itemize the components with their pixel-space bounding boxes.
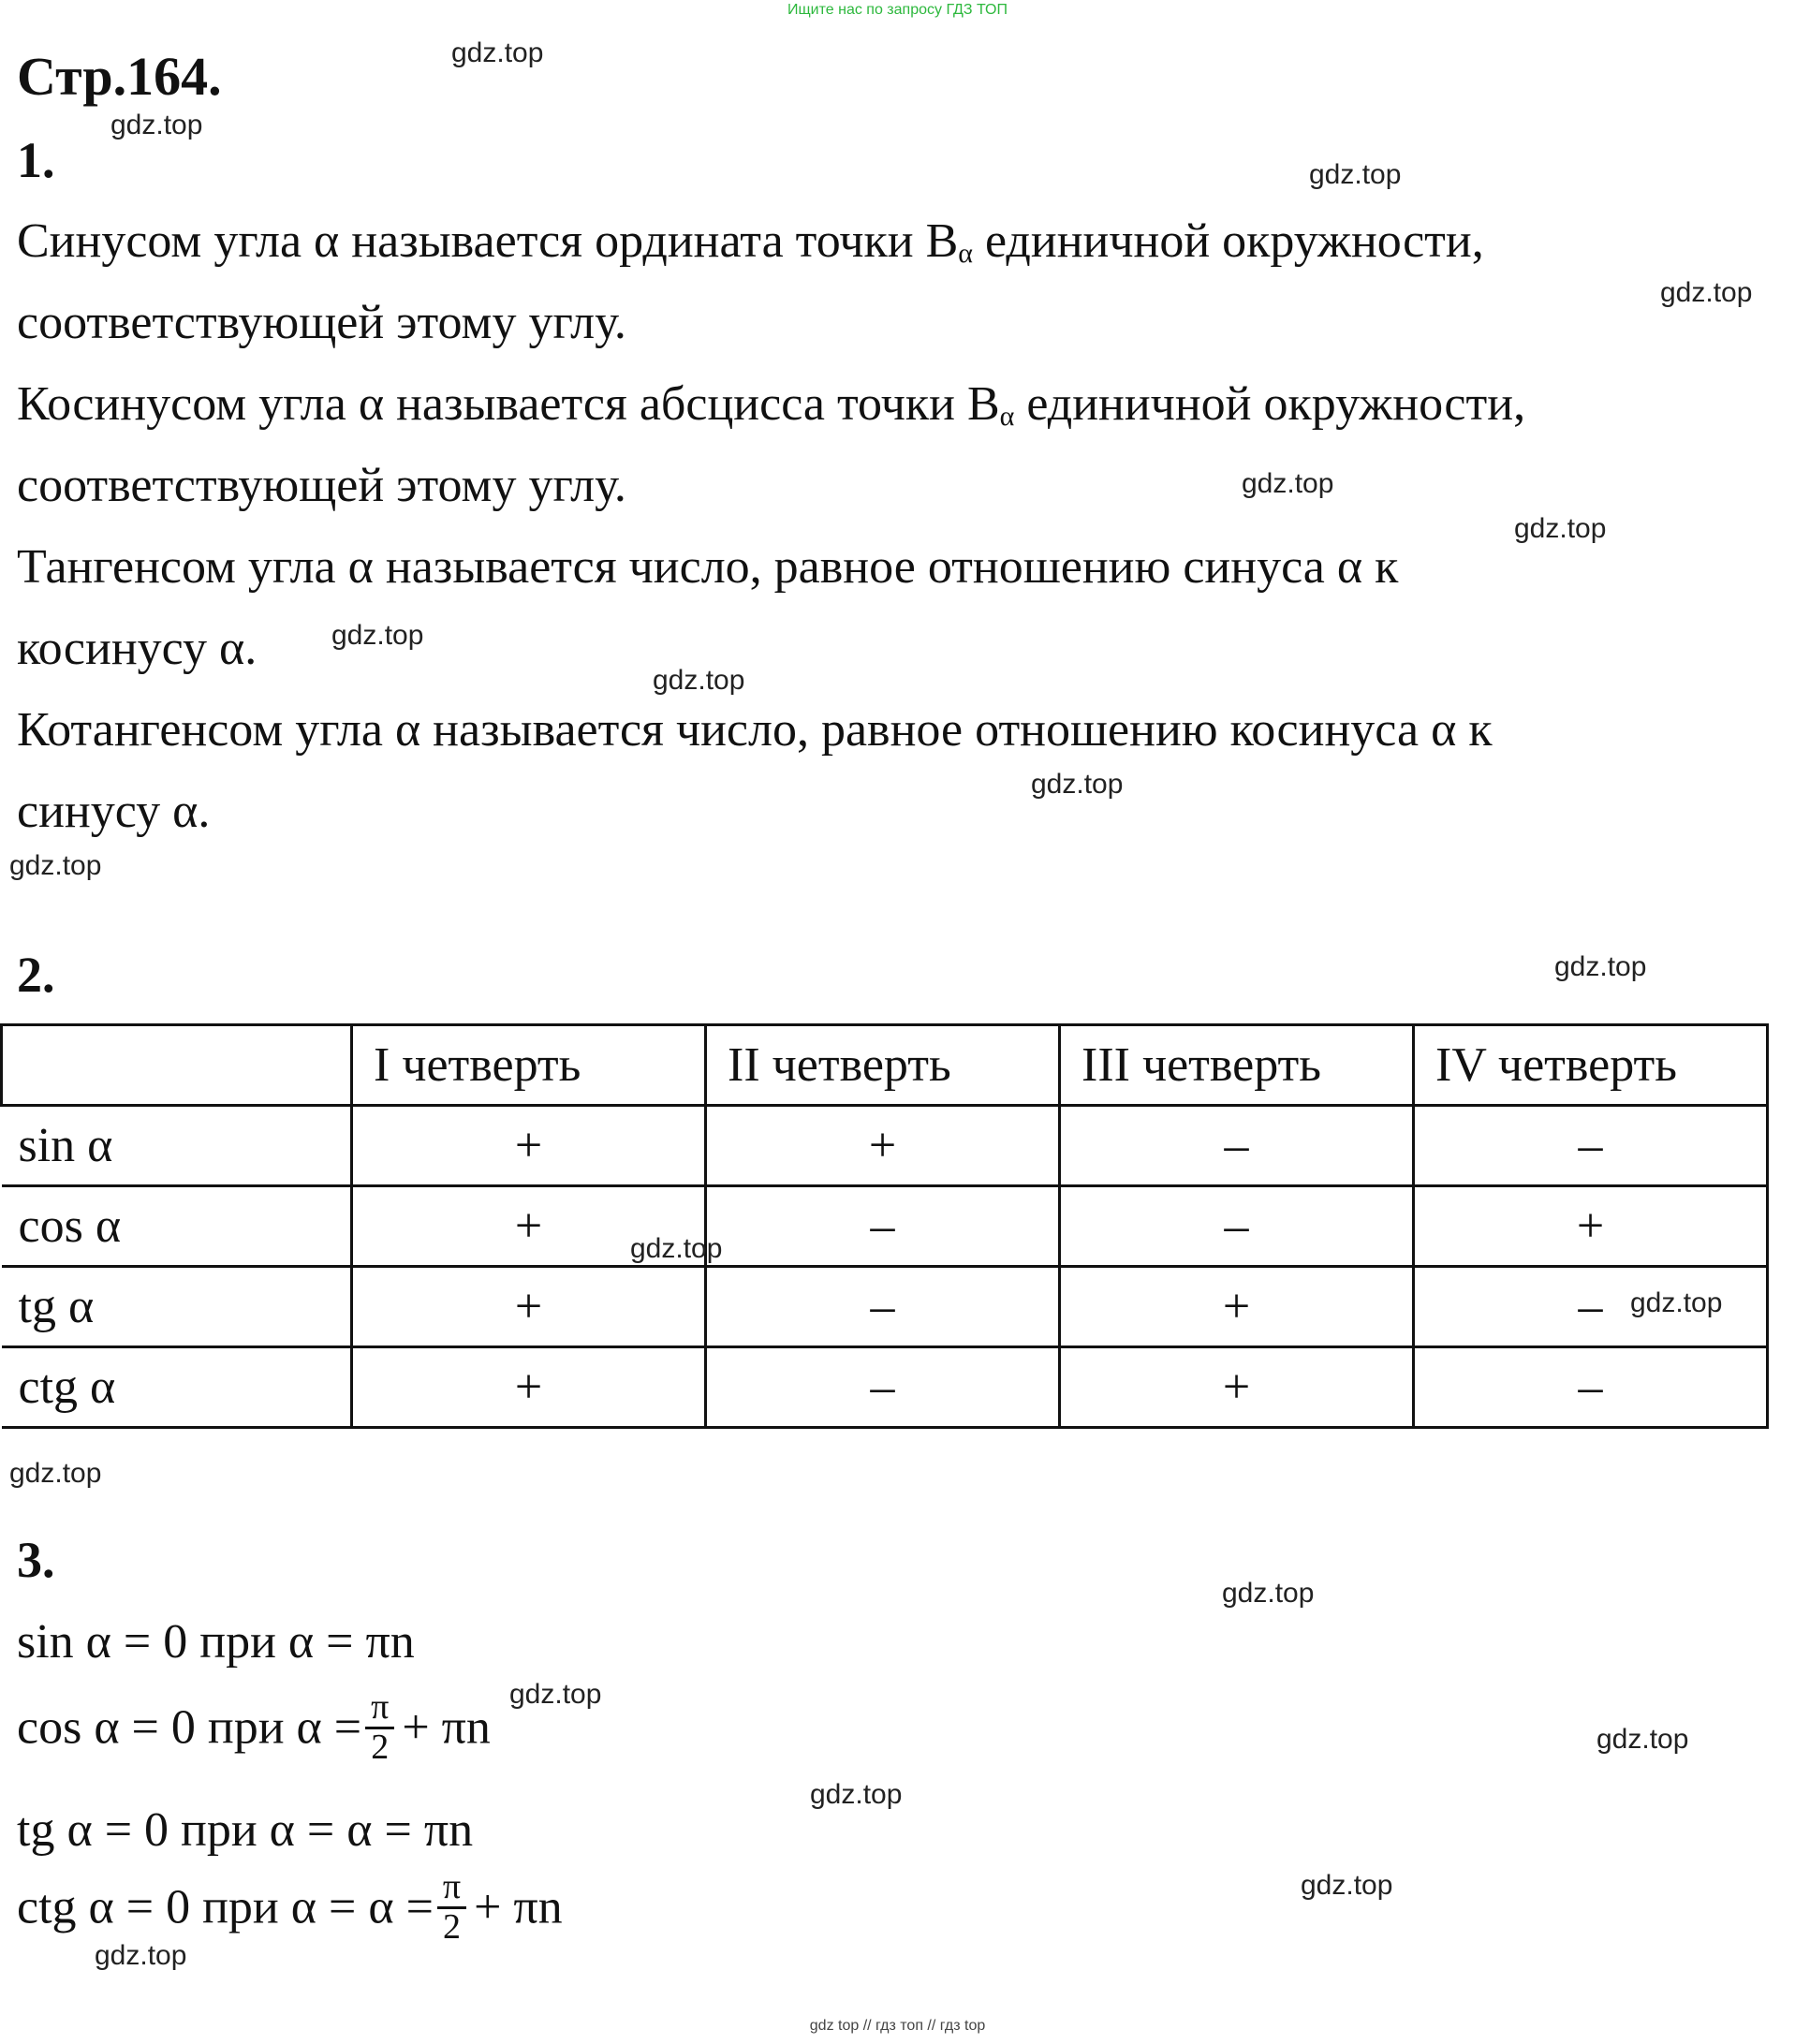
watermark: gdz.top xyxy=(630,1233,723,1264)
fraction-pi-over-2: $\frac{\pi}{2}$ xyxy=(365,1689,394,1767)
sign-cell: – xyxy=(1060,1106,1414,1186)
watermark: gdz.top xyxy=(1554,951,1647,982)
watermark: gdz.top xyxy=(1514,513,1607,544)
table-row xyxy=(2,1267,1768,1347)
watermark: gdz.top xyxy=(1301,1870,1393,1901)
watermark: gdz.top xyxy=(95,1940,187,1971)
page-title: Стр.164. xyxy=(17,46,222,107)
sign-cell: – xyxy=(1060,1186,1414,1267)
watermark: gdz.top xyxy=(1242,468,1334,499)
watermark: gdz.top xyxy=(810,1779,903,1810)
row-label-ctg: ctg α xyxy=(2,1347,352,1428)
sign-cell: + xyxy=(352,1347,706,1428)
table-row xyxy=(2,1186,1768,1267)
quadrant-signs-table xyxy=(0,1023,1769,1429)
watermark: gdz.top xyxy=(110,110,203,140)
sine-definition-line-2: соответствующей этому углу. xyxy=(17,296,626,349)
sign-cell: + xyxy=(1414,1186,1768,1267)
tangent-definition-line-2: косинусу α. xyxy=(17,622,257,675)
sign-cell: – xyxy=(706,1347,1060,1428)
table-header-cell: I четверть xyxy=(352,1025,706,1106)
equation-cos: cos α = 0 при α = $\frac{\pi}{2}$ + πn xyxy=(17,1687,491,1767)
watermark: gdz.top xyxy=(509,1679,602,1710)
cosine-definition-line-2: соответствующей этому углу. xyxy=(17,459,626,512)
watermark: gdz.top xyxy=(451,37,544,68)
sign-cell: + xyxy=(706,1106,1060,1186)
watermark: gdz.top xyxy=(1596,1724,1689,1755)
row-label-tg: tg α xyxy=(2,1267,352,1347)
sine-definition-line-1: Синусом угла α называется ордината точки $B_\alpha$ единичной окружности, xyxy=(17,214,1484,269)
table-header-cell xyxy=(2,1025,352,1106)
watermark: gdz.top xyxy=(1630,1287,1723,1318)
table-row xyxy=(2,1347,1768,1428)
sign-cell: – xyxy=(1414,1106,1768,1186)
watermark: gdz.top xyxy=(1031,769,1124,800)
watermark: gdz.top xyxy=(331,620,424,651)
row-label-cos: cos α xyxy=(2,1186,352,1267)
watermark: gdz.top xyxy=(1222,1578,1315,1609)
sign-cell: + xyxy=(352,1106,706,1186)
footer-text: gdz top // гдз топ // гдз top xyxy=(809,2018,986,2034)
sign-cell: – xyxy=(1414,1347,1768,1428)
section-1-number: 1. xyxy=(17,132,55,188)
equation-ctg: ctg α = 0 при α = α = $\frac{\pi}{2}$ + πn xyxy=(17,1867,563,1947)
sign-cell: – xyxy=(1414,1267,1768,1347)
table-header-cell: IV четверть xyxy=(1414,1025,1768,1106)
table-header-row xyxy=(2,1025,1768,1106)
section-3-number: 3. xyxy=(17,1532,55,1588)
table-header-cell: III четверть xyxy=(1060,1025,1414,1106)
sign-cell: + xyxy=(352,1186,706,1267)
sign-cell: + xyxy=(352,1267,706,1347)
sign-cell: + xyxy=(1060,1347,1414,1428)
equation-sin: sin α = 0 при α = πn xyxy=(17,1615,415,1669)
watermark: gdz.top xyxy=(1660,277,1753,308)
equation-tg: tg α = 0 при α = α = πn xyxy=(17,1803,474,1857)
cotangent-definition-line-1: Котангенсом угла α называется число, равное отношению косинуса α к xyxy=(17,703,1493,757)
watermark: gdz.top xyxy=(9,1458,102,1489)
sign-cell: – xyxy=(706,1186,1060,1267)
row-label-sin: sin α xyxy=(2,1106,352,1186)
watermark: gdz.top xyxy=(9,850,102,881)
table-row xyxy=(2,1106,1768,1186)
section-2-number: 2. xyxy=(17,947,55,1003)
watermark: gdz.top xyxy=(1309,159,1402,190)
sign-cell: + xyxy=(1060,1267,1414,1347)
top-banner: Ищите нас по запросу ГДЗ ТОП xyxy=(787,2,1008,18)
watermark: gdz.top xyxy=(653,665,745,696)
tangent-definition-line-1: Тангенсом угла α называется число, равное отношению синуса α к xyxy=(17,540,1399,594)
sign-cell: – xyxy=(706,1267,1060,1347)
cotangent-definition-line-2: синусу α. xyxy=(17,785,211,838)
fraction-pi-over-2: $\frac{\pi}{2}$ xyxy=(437,1869,466,1947)
cosine-definition-line-1: Косинусом угла α называется абсцисса точки $B_\alpha$ единичной окружности, xyxy=(17,377,1526,432)
table-header-cell: II четверть xyxy=(706,1025,1060,1106)
